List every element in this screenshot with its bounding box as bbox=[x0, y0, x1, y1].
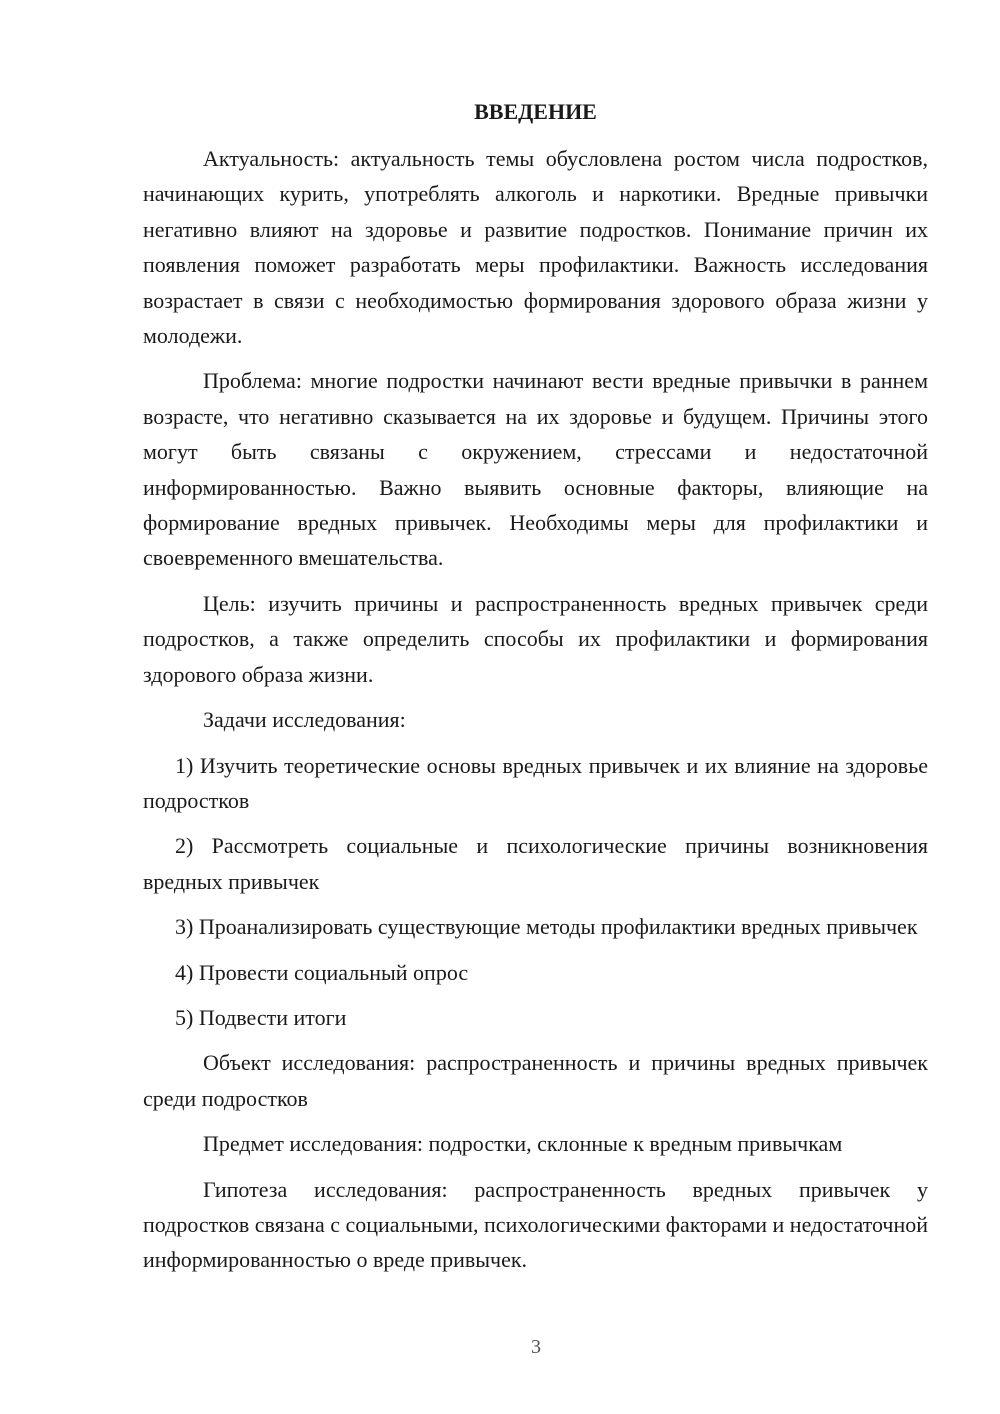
relevance-paragraph: Актуальность: актуальность темы обусловлена ростом числа подростков, начинающих курить, употреблять алкоголь и наркотики. Вредные привычки негативно влияют на здоровье и развитие подростков. Понимание причин их появления поможет разработать меры профилактики. Важность исследования возрастает в связи с необходимостью формирования здорового образа жизни у молодежи. bbox=[143, 146, 928, 349]
page-number: 3 bbox=[531, 1336, 541, 1358]
task-item-2: 2) Рассмотреть социальные и психологические причины возникновения вредных привычек bbox=[143, 833, 928, 894]
page-content bbox=[143, 94, 928, 1288]
page-title: ВВЕДЕНИЕ bbox=[474, 99, 597, 124]
task-item-5: 5) Подвести итоги bbox=[175, 1004, 347, 1030]
task-item-4: 4) Провести социальный опрос bbox=[175, 959, 469, 985]
task-item-3: 3) Проанализировать существующие методы профилактики вредных привычек bbox=[175, 914, 918, 940]
goal-paragraph: Цель: изучить причины и распространенность вредных привычек среди подростков, а также определить способы их профилактики и формирования здорового образа жизни. bbox=[143, 590, 928, 687]
problem-paragraph: Проблема: многие подростки начинают вести вредные привычки в раннем возрасте, что негативно сказывается на их здоровье и будущем. Причины этого могут быть связаны с окружением, стрессами и недостаточной информированностью. Важно выявить основные факторы, влияющие на формирование вредных привычек. Необходимы меры для профилактики и своевременного вмешательства. bbox=[143, 368, 928, 571]
hypothesis-paragraph: Гипотеза исследования: распространенность вредных привычек у подростков связана с социальными, психологическими факторами и недостаточной информированностью о вреде привычек. bbox=[143, 1176, 928, 1273]
subject-paragraph: Предмет исследования: подростки, склонные к вредным привычкам bbox=[203, 1131, 843, 1157]
tasks-heading: Задачи исследования: bbox=[203, 707, 406, 733]
object-paragraph: Объект исследования: распространенность и причины вредных привычек среди подростков bbox=[143, 1050, 928, 1111]
task-item-1: 1) Изучить теоретические основы вредных привычек и их влияние на здоровье подростков bbox=[143, 752, 928, 813]
